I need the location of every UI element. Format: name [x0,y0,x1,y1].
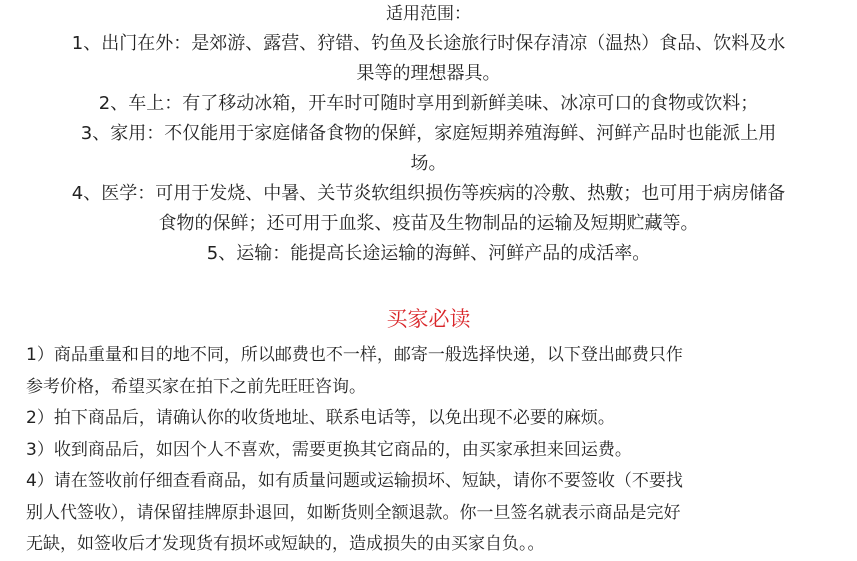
notice-line: 3）收到商品后，如因个人不喜欢，需要更换其它商品的，由买家承担来回运费。 [26,439,632,460]
notice-line: 2）拍下商品后，请确认你的收货地址、联系电话等，以免出现不必要的麻烦。 [26,408,615,428]
buyer-notice-section [26,340,831,561]
notice-line: 1）商品重量和目的地不同，所以邮费也不一样，邮寄一般选择快递，以下登出邮费只作 [26,345,683,365]
usage-section [0,0,857,269]
notice-line: 4）请在签收前仔细查看商品，如有质量问题或运输损坏、短缺，请你不要签收（不要找 [26,471,683,491]
usage-item-transport: 5、运输：能提高长途运输的海鲜、河鲜产品的成活率。 [206,243,651,264]
usage-item-home: 3、家用：不仅能用于家庭储备食物的保鲜，家庭短期养殖海鲜、河鲜产品时也能派上用 场。 [80,123,777,174]
notice-line: 别人代签收），请保留挂牌原卦退回，如断货则全额退款。你一旦签名就表示商品是完好 [26,502,681,523]
buyer-notice-heading: 买家必读 [386,307,471,331]
usage-item-outdoor: 1、出门在外：是郊游、露营、狩错、钓鱼及长途旅行时保存清凉（温热）食品、饮料及水 果等的理想器具。 [71,33,786,84]
notice-line: 参考价格，希望买家在拍下之前先旺旺咨询。 [26,376,366,397]
notice-line: 无缺，如签收后才发现货有损坏或短缺的，造成损失的由买家自负。。 [26,534,545,554]
usage-title: 适用范围： [386,4,471,24]
usage-item-medical: 4、医学：可用于发烧、中暑、关节炎软组织损伤等疾病的冷敷、热敷；也可用于病房储备 食物的保鲜；还可用于血浆、疫苗及生物制品的运输及短期贮藏等。 [71,183,786,234]
usage-item-car: 2、车上：有了移动冰箱，开车时可随时享用到新鲜美味、冰凉可口的食物或饮料； [98,93,759,114]
